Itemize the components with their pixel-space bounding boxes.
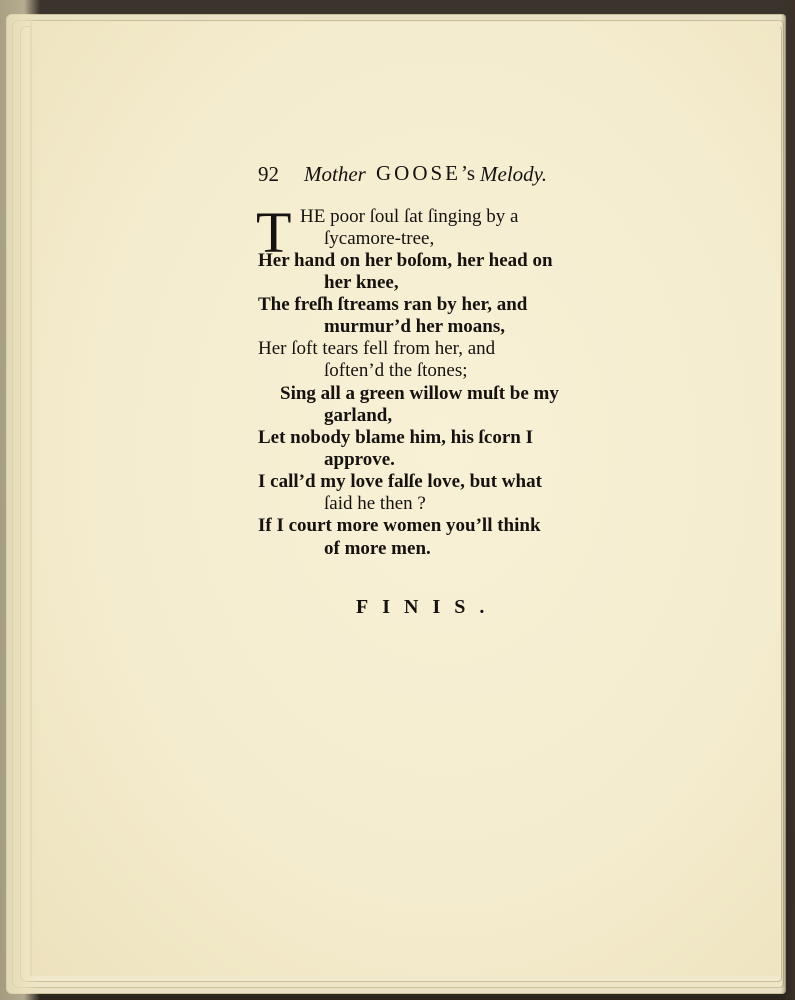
poem-line: her knee, [324, 272, 399, 293]
running-title-mother: Mother [304, 162, 366, 186]
poem-line: The freſh ſtreams ran by her, and [258, 294, 528, 315]
running-header [258, 158, 618, 188]
running-title-melody: Melody. [480, 162, 548, 186]
poem-line: If I court more women you’ll think [258, 515, 541, 536]
poem-line: HE poor ſoul ſat ſinging by a [300, 206, 519, 227]
poem-line: Sing all a green willow muſt be my [280, 383, 559, 404]
poem-line: ſycamore-tree, [324, 228, 435, 249]
running-title-goose: GOOSE’s [376, 161, 476, 185]
poem-line: murmur’d her moans, [324, 316, 506, 337]
poem-line: ſoften’d the ſtones; [324, 360, 468, 381]
drop-cap: T [256, 200, 292, 265]
poem-line: ſaid he then ? [324, 493, 426, 514]
poem-line: garland, [324, 405, 393, 426]
page-gutter-shadow [0, 0, 40, 1000]
finis-ending: FINIS. [356, 596, 499, 618]
poem-line: of more men. [324, 538, 431, 559]
poem-line: Her hand on her boſom, her head on [258, 250, 553, 271]
page-number: 92 [258, 162, 279, 186]
page-right-shadow [781, 0, 795, 1000]
poem-line: approve. [324, 449, 395, 470]
poem-line: Her ſoft tears fell from her, and [258, 338, 496, 359]
poem-line: I call’d my love falſe love, but what [258, 471, 542, 492]
poem-line: Let nobody blame him, his ſcorn I [258, 427, 534, 448]
